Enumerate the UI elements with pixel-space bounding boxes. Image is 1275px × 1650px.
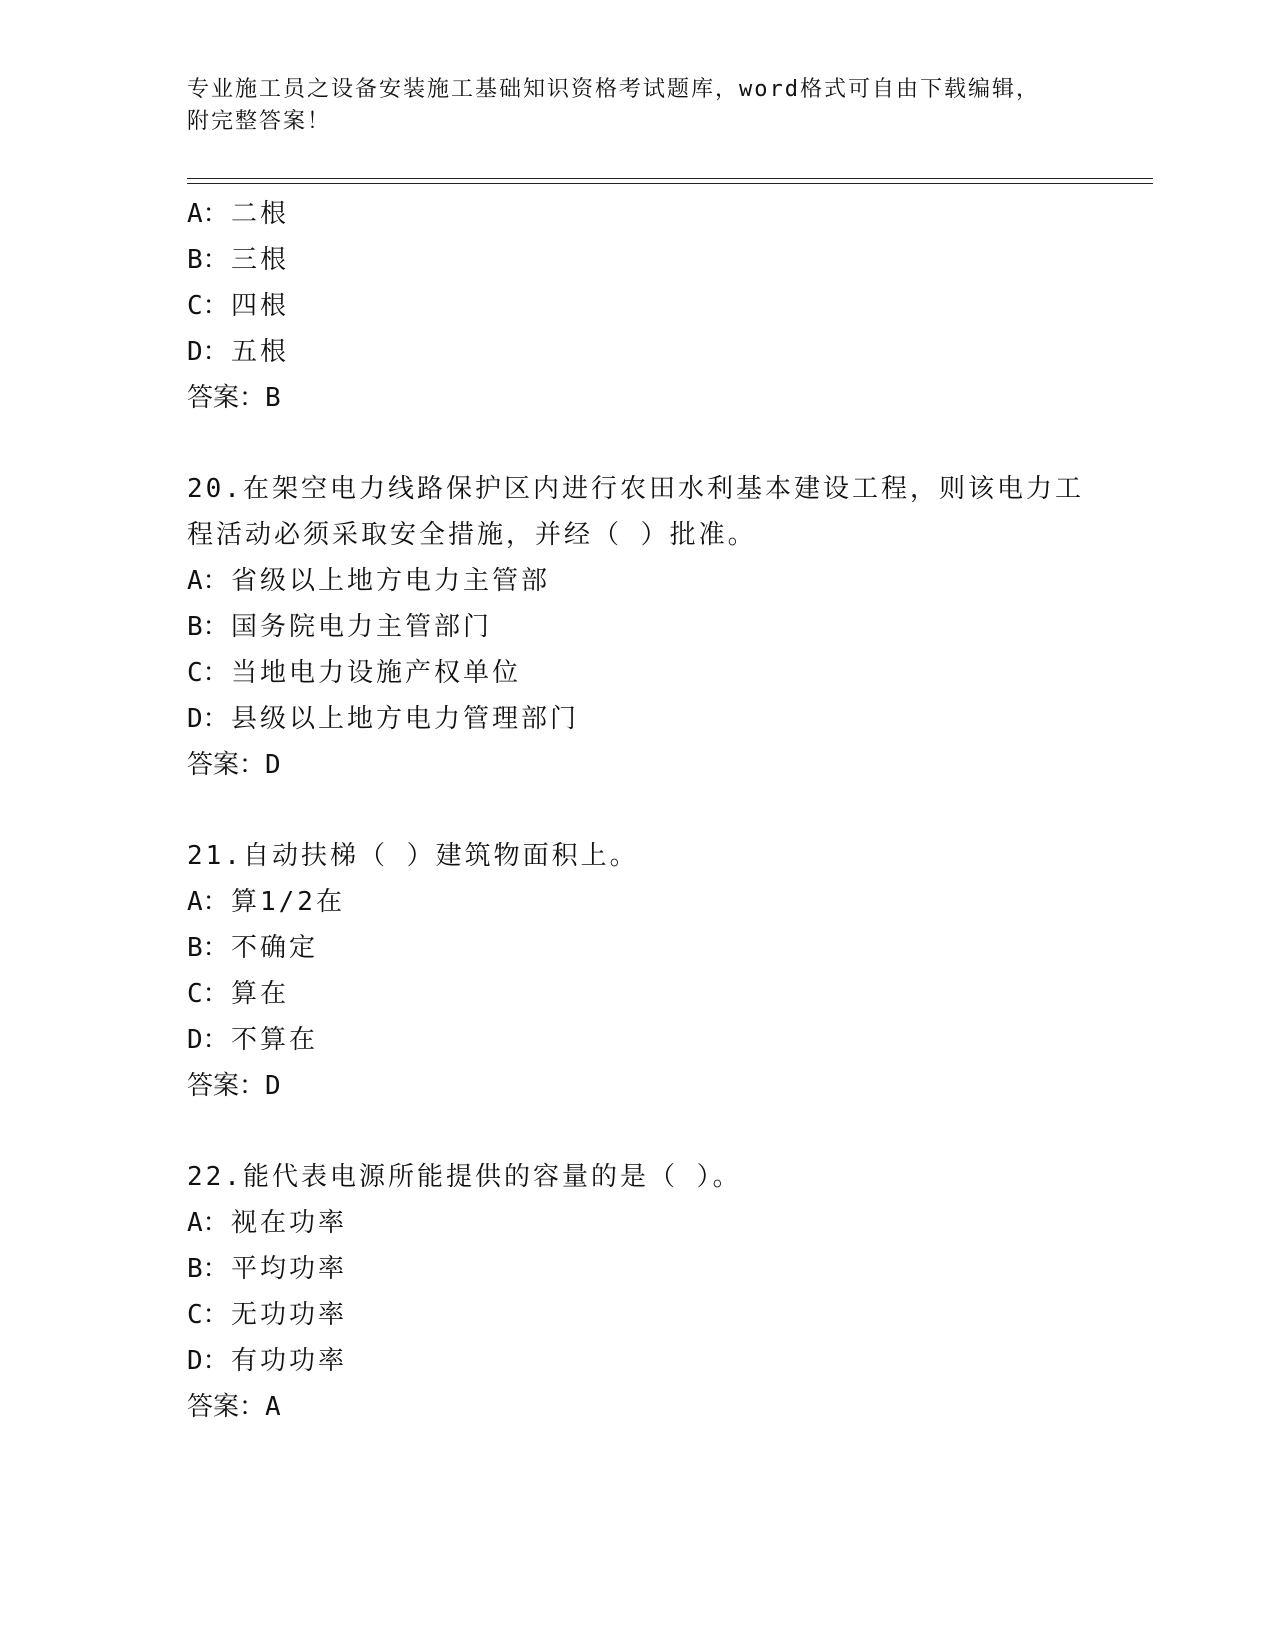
option-b [187, 237, 1087, 283]
answer-value: D [265, 1071, 284, 1101]
question-block-19 [187, 191, 1087, 421]
option-label: C： [187, 291, 229, 321]
option-label: D： [187, 1346, 229, 1376]
answer-label: 答案： [187, 1392, 266, 1422]
question-text-line-1: 22.能代表电源所能提供的容量的是（ ）。 [187, 1162, 742, 1192]
answer-value: A [265, 1392, 284, 1422]
answer-line [187, 1063, 1087, 1109]
option-d [187, 329, 1087, 375]
option-text: 当地电力设施产权单位 [231, 658, 522, 688]
option-label: B： [187, 1254, 229, 1284]
option-a [187, 1200, 1087, 1246]
option-label: B： [187, 933, 229, 963]
option-c [187, 650, 1087, 696]
spacer [187, 1109, 1087, 1154]
answer-label: 答案： [187, 1071, 266, 1101]
header-line-2: 附完整答案！ [187, 109, 332, 134]
answer-line [187, 375, 1087, 421]
question-text-line-1: 20.在架空电力线路保护区内进行农田水利基本建设工程，则该电力工 [187, 474, 1084, 504]
option-label: D： [187, 1025, 229, 1055]
answer-label: 答案： [187, 750, 266, 780]
option-b [187, 925, 1087, 971]
option-label: A： [187, 566, 229, 596]
option-label: A： [187, 887, 229, 917]
option-c [187, 971, 1087, 1017]
answer-label: 答案： [187, 383, 266, 413]
option-text: 平均功率 [231, 1254, 348, 1284]
spacer [187, 788, 1087, 833]
document-header [187, 74, 1087, 138]
option-text: 算在 [231, 979, 290, 1009]
option-b [187, 1246, 1087, 1292]
answer-line [187, 1384, 1087, 1430]
option-text: 算1/2在 [231, 887, 345, 917]
option-label: D： [187, 337, 229, 367]
option-text: 不算在 [231, 1025, 319, 1055]
question-text-line-1: 21.自动扶梯（ ）建筑物面积上。 [187, 841, 639, 871]
header-divider-bottom [187, 183, 1153, 184]
option-label: A： [187, 1208, 229, 1238]
option-label: C： [187, 658, 229, 688]
question-block-21 [187, 833, 1087, 1109]
option-label: C： [187, 979, 229, 1009]
option-text: 县级以上地方电力管理部门 [231, 704, 580, 734]
option-a [187, 558, 1087, 604]
option-text: 无功功率 [231, 1300, 348, 1330]
option-a [187, 191, 1087, 237]
answer-value: B [265, 383, 284, 413]
option-label: C： [187, 1300, 229, 1330]
option-label: B： [187, 612, 229, 642]
option-text: 有功功率 [231, 1346, 348, 1376]
option-label: A： [187, 199, 229, 229]
option-a [187, 879, 1087, 925]
option-d [187, 696, 1087, 742]
option-text: 五根 [231, 337, 290, 367]
option-b [187, 604, 1087, 650]
option-c [187, 283, 1087, 329]
option-text: 国务院电力主管部门 [231, 612, 493, 642]
question-text-line-2: 程活动必须采取安全措施，并经（ ）批准。 [187, 520, 757, 550]
option-text: 二根 [231, 199, 290, 229]
question-list [187, 191, 1087, 1430]
option-text: 三根 [231, 245, 290, 275]
spacer [187, 421, 1087, 466]
answer-value: D [265, 750, 284, 780]
question-block-22 [187, 1154, 1087, 1430]
option-c [187, 1292, 1087, 1338]
option-d [187, 1338, 1087, 1384]
option-label: B： [187, 245, 229, 275]
answer-line [187, 742, 1087, 788]
option-text: 省级以上地方电力主管部 [231, 566, 551, 596]
question-block-20 [187, 466, 1087, 788]
option-d [187, 1017, 1087, 1063]
option-label: D： [187, 704, 229, 734]
option-text: 四根 [231, 291, 290, 321]
header-divider-top [187, 178, 1153, 179]
option-text: 不确定 [231, 933, 319, 963]
header-line-1: 专业施工员之设备安装施工基础知识资格考试题库，word格式可自由下载编辑， [187, 77, 1040, 102]
option-text: 视在功率 [231, 1208, 348, 1238]
